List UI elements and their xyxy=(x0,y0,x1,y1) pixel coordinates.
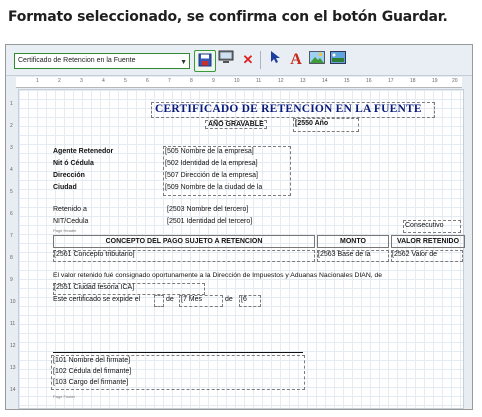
text-tool-button[interactable] xyxy=(286,50,306,70)
nitced-field[interactable]: [2501 Identidad del tercero] xyxy=(167,218,253,225)
toolbar-divider xyxy=(260,51,261,69)
firmante-cargo[interactable]: [103 Cargo del firmante] xyxy=(53,379,129,386)
toolbar xyxy=(6,45,472,76)
page-footer-marker: Page Footer xyxy=(53,394,76,399)
ciudad-field[interactable]: [509 Nombre de la ciudad de la xyxy=(165,184,263,191)
report-title[interactable]: CERTIFICADO DE RETENCION EN LA FUENTE xyxy=(155,103,422,115)
save-button[interactable] xyxy=(194,50,216,72)
picture-icon xyxy=(330,51,346,64)
dia-field[interactable] xyxy=(154,295,164,307)
col-valor[interactable]: VALOR RETENIDO xyxy=(391,235,465,248)
page-header-marker: Page Header xyxy=(53,228,77,233)
firmante-box[interactable] xyxy=(51,355,305,390)
de-label-1[interactable]: de xyxy=(166,296,174,303)
year-label[interactable]: AÑO GRAVABLE xyxy=(205,120,267,129)
anio-field[interactable]: [6 xyxy=(241,296,247,303)
firmante-cedula[interactable]: [102 Cédula del firmante] xyxy=(53,368,132,375)
col-concepto[interactable]: CONCEPTO DEL PAGO SUJETO A RETENCION xyxy=(53,235,315,248)
agente-label[interactable]: Agente Retenedor xyxy=(53,148,114,155)
report-canvas[interactable] xyxy=(18,89,464,409)
nit-field[interactable]: [502 Identidad de la empresa] xyxy=(165,160,258,167)
consignado-text[interactable]: El valor retenido fué consignado oportunamente a la Dirección de Impuestos y Aduanas Nacionales DIAN, de xyxy=(53,272,383,279)
anio-field-box[interactable] xyxy=(239,295,261,307)
year-field-box[interactable] xyxy=(293,118,359,132)
delete-button[interactable] xyxy=(238,50,258,70)
monitor-icon xyxy=(218,50,234,64)
format-select[interactable] xyxy=(14,53,190,69)
direccion-field[interactable]: [507 Dirección de la empresa] xyxy=(165,172,258,179)
image-icon xyxy=(309,51,325,64)
retenido-label[interactable]: Retenido a xyxy=(53,206,87,213)
empresa-fields-box[interactable] xyxy=(163,146,291,196)
firmante-nombre[interactable]: [101 Nombre del firmate] xyxy=(53,357,131,364)
format-select-value: Certificado de Retencion en la Fuente xyxy=(18,57,136,64)
direccion-label[interactable]: Dirección xyxy=(53,172,85,179)
vertical-ruler: 1 2 3 4 5 6 7 8 9 10 11 12 13 14 xyxy=(10,101,16,393)
ciudad-label[interactable]: Ciudad xyxy=(53,184,77,191)
chevron-down-icon[interactable]: ▼ xyxy=(180,59,187,66)
close-icon: ✕ xyxy=(242,52,254,67)
consecutivo-label[interactable]: Consecutivo xyxy=(405,222,444,229)
consecutivo-box[interactable] xyxy=(403,220,461,233)
mes-field[interactable]: [7 Mes xyxy=(181,296,203,303)
retenido-field[interactable]: [2503 Nombre del tercero] xyxy=(167,206,249,213)
signature-line[interactable] xyxy=(53,352,303,353)
ciudad-dian-field[interactable]: [2551 Ciudad tesoria ICA] xyxy=(53,283,205,295)
horizontal-ruler: 1 2 3 4 5 6 7 8 9 10 11 12 13 14 15 16 17 18 19 20 xyxy=(16,77,462,88)
report-designer-window xyxy=(5,44,473,410)
cursor-icon xyxy=(269,50,281,64)
preview-button[interactable] xyxy=(216,50,236,70)
nitced-label[interactable]: NIT/Cedula xyxy=(53,218,89,225)
image-tool-button[interactable] xyxy=(307,50,327,70)
expide-text[interactable]: Este certificado se expide el xyxy=(53,296,141,303)
de-label-2[interactable]: de xyxy=(225,296,233,303)
save-icon xyxy=(198,53,212,67)
picture-tool-button[interactable] xyxy=(328,50,348,70)
monto-field[interactable]: [2563 Base de la xyxy=(317,250,389,262)
valor-field[interactable]: [2562 Valor de xyxy=(391,250,463,262)
col-monto[interactable]: MONTO xyxy=(317,235,389,248)
year-field[interactable]: [2550 Año xyxy=(295,120,329,127)
heading-instruction: Formato seleccionado, se confirma con el botón Guardar. xyxy=(8,9,448,25)
select-tool-button[interactable] xyxy=(265,50,285,70)
concepto-field[interactable]: [2561 Concepto tributario] xyxy=(53,250,315,262)
mes-field-box[interactable] xyxy=(179,295,223,307)
text-icon: A xyxy=(290,51,302,68)
nit-label[interactable]: Nit ó Cédula xyxy=(53,160,94,167)
agente-field[interactable]: [505 Nombre de la empresa] xyxy=(165,148,254,155)
